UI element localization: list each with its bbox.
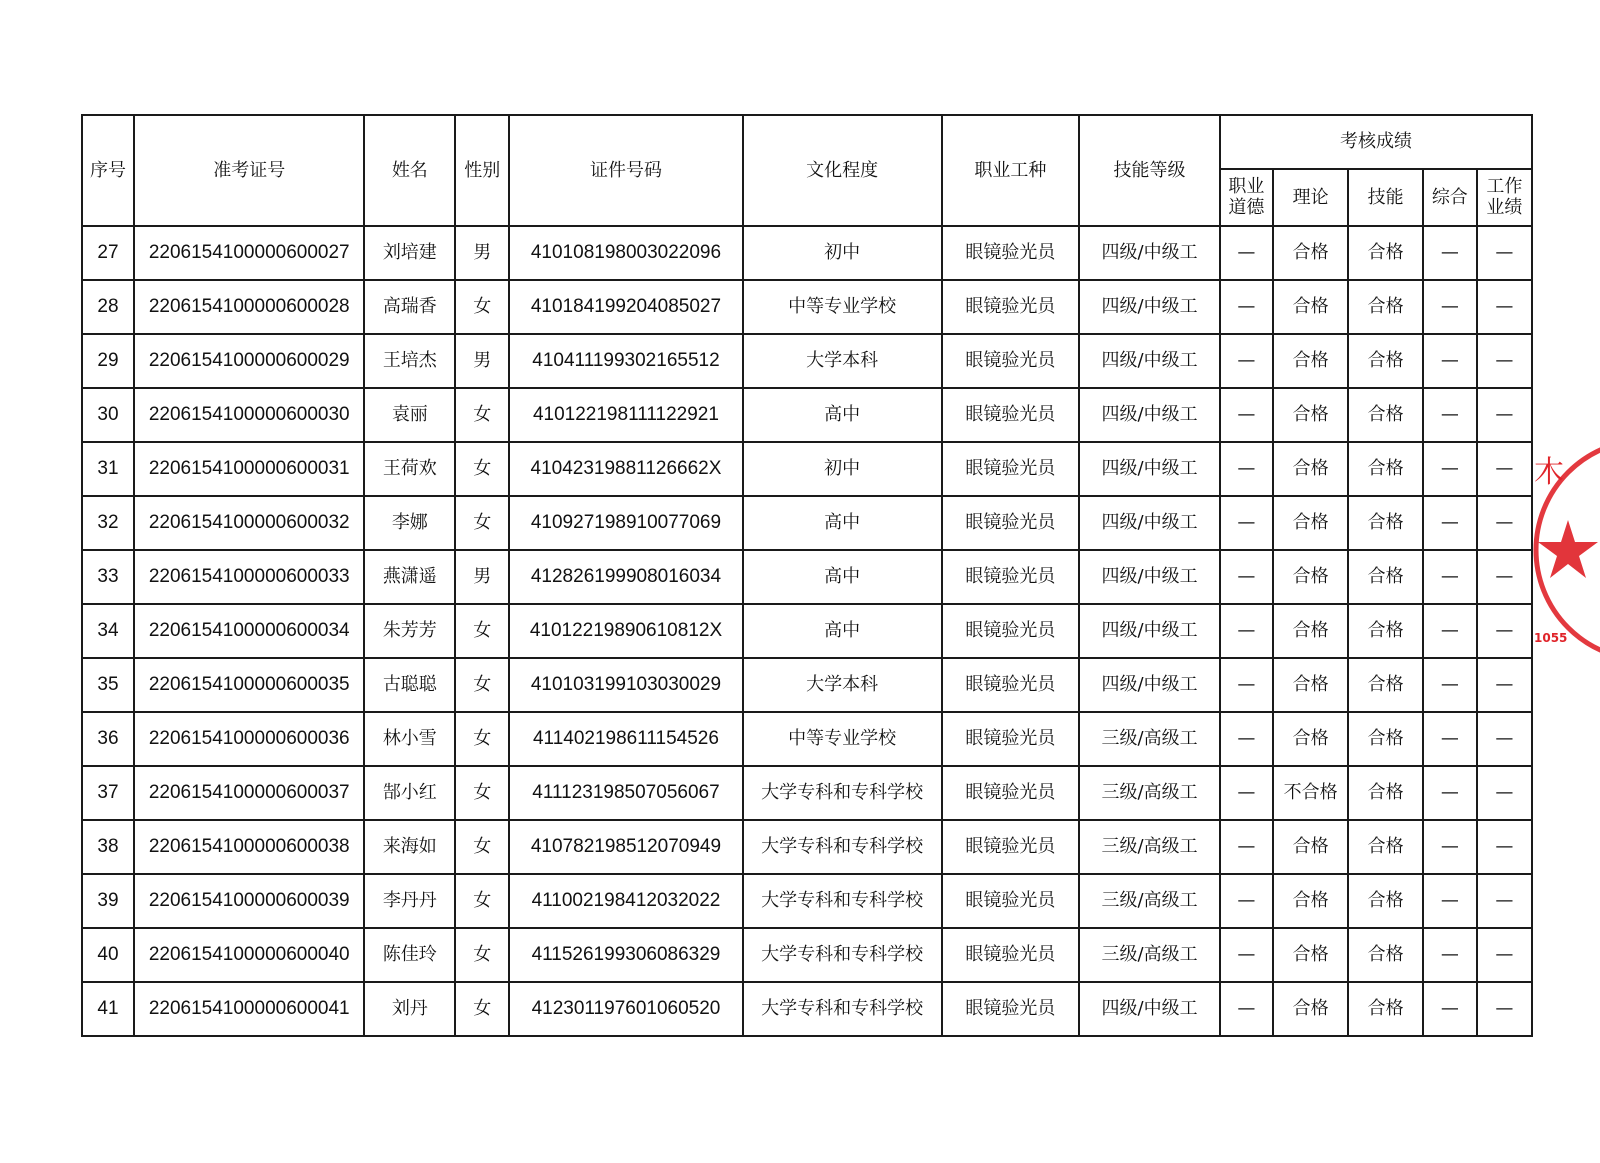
row-theory: 合格	[1273, 496, 1348, 550]
row-name: 燕潇遥	[364, 550, 455, 604]
table-row	[82, 766, 1532, 820]
row-name: 刘培建	[364, 226, 455, 280]
row-exam-no: 2206154100000600033	[134, 550, 364, 604]
header-work-performance	[1477, 169, 1532, 226]
row-comprehensive: —	[1423, 982, 1477, 1036]
table-row	[82, 982, 1532, 1036]
row-education: 大学本科	[743, 658, 942, 712]
row-skill-level: 四级/中级工	[1079, 388, 1220, 442]
row-id-no: 41012219890610812X	[509, 604, 743, 658]
row-skill: 合格	[1348, 658, 1422, 712]
row-ethics: —	[1220, 982, 1273, 1036]
row-skill-level: 四级/中级工	[1079, 496, 1220, 550]
row-education: 初中	[743, 442, 942, 496]
row-work-performance: —	[1477, 388, 1532, 442]
row-skill: 合格	[1348, 388, 1422, 442]
row-work-performance: —	[1477, 442, 1532, 496]
row-exam-no: 2206154100000600032	[134, 496, 364, 550]
header-skill: 技能	[1348, 169, 1422, 226]
row-exam-no: 2206154100000600041	[134, 982, 364, 1036]
row-skill-level: 四级/中级工	[1079, 334, 1220, 388]
row-gender: 女	[455, 712, 509, 766]
row-theory: 合格	[1273, 550, 1348, 604]
row-ethics: —	[1220, 766, 1273, 820]
row-name: 李娜	[364, 496, 455, 550]
row-education: 大学专科和专科学校	[743, 982, 942, 1036]
row-exam-no: 2206154100000600027	[134, 226, 364, 280]
row-education: 大学专科和专科学校	[743, 874, 942, 928]
table-row	[82, 874, 1532, 928]
row-id-no: 410184199204085027	[509, 280, 743, 334]
row-id-no: 410122198111122921	[509, 388, 743, 442]
row-education: 高中	[743, 496, 942, 550]
table-header	[82, 115, 1532, 226]
row-skill-level: 四级/中级工	[1079, 658, 1220, 712]
row-skill-level: 三级/高级工	[1079, 874, 1220, 928]
row-skill-level: 四级/中级工	[1079, 550, 1220, 604]
row-gender: 女	[455, 874, 509, 928]
row-exam-no: 2206154100000600036	[134, 712, 364, 766]
row-skill: 合格	[1348, 820, 1422, 874]
row-skill: 合格	[1348, 280, 1422, 334]
row-theory: 合格	[1273, 388, 1348, 442]
row-theory: 合格	[1273, 658, 1348, 712]
row-name: 郜小红	[364, 766, 455, 820]
row-occupation: 眼镜验光员	[942, 280, 1080, 334]
row-occupation: 眼镜验光员	[942, 982, 1080, 1036]
row-seq: 30	[82, 388, 134, 442]
seal-char: 木	[1534, 455, 1564, 490]
header-comprehensive: 综合	[1423, 169, 1477, 226]
row-comprehensive: —	[1423, 550, 1477, 604]
row-name: 古聪聪	[364, 658, 455, 712]
row-seq: 41	[82, 982, 134, 1036]
header-gender: 性别	[455, 115, 509, 226]
row-id-no: 410108198003022096	[509, 226, 743, 280]
row-ethics: —	[1220, 820, 1273, 874]
row-id-no: 410103199103030029	[509, 658, 743, 712]
header-exam-no: 准考证号	[134, 115, 364, 226]
row-exam-no: 2206154100000600040	[134, 928, 364, 982]
row-work-performance: —	[1477, 280, 1532, 334]
header-work-performance-label: 工作业绩	[1486, 175, 1523, 218]
row-ethics: —	[1220, 334, 1273, 388]
row-occupation: 眼镜验光员	[942, 442, 1080, 496]
row-education: 中等专业学校	[743, 712, 942, 766]
row-skill-level: 四级/中级工	[1079, 280, 1220, 334]
row-id-no: 410782198512070949	[509, 820, 743, 874]
row-seq: 27	[82, 226, 134, 280]
row-gender: 女	[455, 280, 509, 334]
row-theory: 合格	[1273, 820, 1348, 874]
row-theory: 合格	[1273, 226, 1348, 280]
row-skill-level: 三级/高级工	[1079, 928, 1220, 982]
row-skill: 合格	[1348, 496, 1422, 550]
row-name: 刘丹	[364, 982, 455, 1036]
header-theory: 理论	[1273, 169, 1348, 226]
row-id-no: 411402198611154526	[509, 712, 743, 766]
row-comprehensive: —	[1423, 928, 1477, 982]
row-id-no: 411123198507056067	[509, 766, 743, 820]
row-name: 王培杰	[364, 334, 455, 388]
row-skill-level: 四级/中级工	[1079, 604, 1220, 658]
row-seq: 37	[82, 766, 134, 820]
row-ethics: —	[1220, 226, 1273, 280]
row-occupation: 眼镜验光员	[942, 658, 1080, 712]
row-occupation: 眼镜验光员	[942, 550, 1080, 604]
row-theory: 合格	[1273, 874, 1348, 928]
row-skill: 合格	[1348, 982, 1422, 1036]
row-gender: 女	[455, 658, 509, 712]
row-exam-no: 2206154100000600034	[134, 604, 364, 658]
row-ethics: —	[1220, 442, 1273, 496]
row-education: 大学专科和专科学校	[743, 820, 942, 874]
row-id-no: 41042319881126662X	[509, 442, 743, 496]
row-occupation: 眼镜验光员	[942, 820, 1080, 874]
row-occupation: 眼镜验光员	[942, 874, 1080, 928]
row-skill-level: 四级/中级工	[1079, 982, 1220, 1036]
row-id-no: 412301197601060520	[509, 982, 743, 1036]
row-work-performance: —	[1477, 928, 1532, 982]
row-gender: 男	[455, 550, 509, 604]
row-name: 朱芳芳	[364, 604, 455, 658]
row-theory: 合格	[1273, 604, 1348, 658]
row-exam-no: 2206154100000600031	[134, 442, 364, 496]
row-id-no: 410411199302165512	[509, 334, 743, 388]
row-gender: 女	[455, 928, 509, 982]
row-seq: 39	[82, 874, 134, 928]
row-theory: 合格	[1273, 280, 1348, 334]
header-ethics	[1220, 169, 1273, 226]
row-education: 大学专科和专科学校	[743, 766, 942, 820]
table-row	[82, 388, 1532, 442]
header-id-no: 证件号码	[509, 115, 743, 226]
header-name: 姓名	[364, 115, 455, 226]
row-gender: 女	[455, 604, 509, 658]
row-id-no: 411526199306086329	[509, 928, 743, 982]
row-ethics: —	[1220, 496, 1273, 550]
row-comprehensive: —	[1423, 280, 1477, 334]
row-work-performance: —	[1477, 658, 1532, 712]
row-comprehensive: —	[1423, 712, 1477, 766]
header-education: 文化程度	[743, 115, 942, 226]
row-seq: 31	[82, 442, 134, 496]
row-theory: 不合格	[1273, 766, 1348, 820]
results-table-container	[81, 114, 1533, 1037]
row-work-performance: —	[1477, 496, 1532, 550]
row-gender: 女	[455, 982, 509, 1036]
row-ethics: —	[1220, 604, 1273, 658]
row-gender: 男	[455, 226, 509, 280]
row-gender: 女	[455, 388, 509, 442]
header-ethics-label: 职业道德	[1228, 175, 1265, 218]
row-education: 高中	[743, 604, 942, 658]
row-education: 大学本科	[743, 334, 942, 388]
row-work-performance: —	[1477, 874, 1532, 928]
table-row	[82, 658, 1532, 712]
table-row	[82, 712, 1532, 766]
row-skill-level: 三级/高级工	[1079, 766, 1220, 820]
row-skill: 合格	[1348, 334, 1422, 388]
table-body	[82, 226, 1532, 1036]
table-row	[82, 334, 1532, 388]
row-work-performance: —	[1477, 226, 1532, 280]
row-seq: 29	[82, 334, 134, 388]
row-skill-level: 四级/中级工	[1079, 442, 1220, 496]
row-occupation: 眼镜验光员	[942, 496, 1080, 550]
row-ethics: —	[1220, 280, 1273, 334]
table-row	[82, 280, 1532, 334]
row-exam-no: 2206154100000600035	[134, 658, 364, 712]
row-skill: 合格	[1348, 226, 1422, 280]
row-exam-no: 2206154100000600028	[134, 280, 364, 334]
row-occupation: 眼镜验光员	[942, 712, 1080, 766]
row-exam-no: 2206154100000600039	[134, 874, 364, 928]
row-education: 高中	[743, 550, 942, 604]
row-seq: 33	[82, 550, 134, 604]
row-comprehensive: —	[1423, 874, 1477, 928]
row-gender: 女	[455, 496, 509, 550]
table-row	[82, 442, 1532, 496]
row-comprehensive: —	[1423, 766, 1477, 820]
row-name: 来海如	[364, 820, 455, 874]
row-name: 李丹丹	[364, 874, 455, 928]
header-assessment: 考核成绩	[1220, 115, 1532, 169]
row-work-performance: —	[1477, 604, 1532, 658]
row-skill-level: 四级/中级工	[1079, 226, 1220, 280]
row-skill-level: 三级/高级工	[1079, 712, 1220, 766]
row-occupation: 眼镜验光员	[942, 766, 1080, 820]
table-row	[82, 604, 1532, 658]
row-gender: 女	[455, 820, 509, 874]
row-occupation: 眼镜验光员	[942, 334, 1080, 388]
row-education: 大学专科和专科学校	[743, 928, 942, 982]
row-work-performance: —	[1477, 550, 1532, 604]
header-skill-level: 技能等级	[1079, 115, 1220, 226]
header-occupation: 职业工种	[942, 115, 1080, 226]
row-education: 中等专业学校	[743, 280, 942, 334]
row-seq: 35	[82, 658, 134, 712]
row-exam-no: 2206154100000600038	[134, 820, 364, 874]
row-work-performance: —	[1477, 766, 1532, 820]
row-education: 初中	[743, 226, 942, 280]
row-theory: 合格	[1273, 334, 1348, 388]
row-ethics: —	[1220, 658, 1273, 712]
row-name: 王荷欢	[364, 442, 455, 496]
seal-graphic	[1528, 432, 1600, 664]
table-row	[82, 820, 1532, 874]
row-exam-no: 2206154100000600030	[134, 388, 364, 442]
table-row	[82, 550, 1532, 604]
table-row	[82, 928, 1532, 982]
row-skill: 合格	[1348, 928, 1422, 982]
row-ethics: —	[1220, 928, 1273, 982]
row-seq: 32	[82, 496, 134, 550]
row-work-performance: —	[1477, 334, 1532, 388]
row-gender: 女	[455, 442, 509, 496]
row-skill: 合格	[1348, 442, 1422, 496]
row-comprehensive: —	[1423, 388, 1477, 442]
row-work-performance: —	[1477, 712, 1532, 766]
row-skill: 合格	[1348, 874, 1422, 928]
row-name: 陈佳玲	[364, 928, 455, 982]
row-occupation: 眼镜验光员	[942, 604, 1080, 658]
table-row	[82, 496, 1532, 550]
row-exam-no: 2206154100000600037	[134, 766, 364, 820]
row-exam-no: 2206154100000600029	[134, 334, 364, 388]
row-gender: 男	[455, 334, 509, 388]
seal-number: 1055	[1534, 631, 1568, 645]
row-seq: 34	[82, 604, 134, 658]
row-theory: 合格	[1273, 982, 1348, 1036]
row-ethics: —	[1220, 550, 1273, 604]
row-occupation: 眼镜验光员	[942, 928, 1080, 982]
row-seq: 38	[82, 820, 134, 874]
row-work-performance: —	[1477, 820, 1532, 874]
row-comprehensive: —	[1423, 226, 1477, 280]
row-comprehensive: —	[1423, 442, 1477, 496]
table-row	[82, 226, 1532, 280]
row-gender: 女	[455, 766, 509, 820]
row-seq: 36	[82, 712, 134, 766]
row-seq: 28	[82, 280, 134, 334]
row-theory: 合格	[1273, 712, 1348, 766]
row-name: 袁丽	[364, 388, 455, 442]
row-skill: 合格	[1348, 712, 1422, 766]
row-ethics: —	[1220, 388, 1273, 442]
row-occupation: 眼镜验光员	[942, 226, 1080, 280]
row-name: 林小雪	[364, 712, 455, 766]
row-skill: 合格	[1348, 550, 1422, 604]
row-ethics: —	[1220, 712, 1273, 766]
row-work-performance: —	[1477, 982, 1532, 1036]
official-seal	[1528, 432, 1600, 664]
row-skill-level: 三级/高级工	[1079, 820, 1220, 874]
row-comprehensive: —	[1423, 334, 1477, 388]
row-skill: 合格	[1348, 604, 1422, 658]
row-name: 高瑞香	[364, 280, 455, 334]
row-theory: 合格	[1273, 442, 1348, 496]
row-education: 高中	[743, 388, 942, 442]
row-theory: 合格	[1273, 928, 1348, 982]
row-comprehensive: —	[1423, 820, 1477, 874]
row-comprehensive: —	[1423, 658, 1477, 712]
row-comprehensive: —	[1423, 604, 1477, 658]
row-comprehensive: —	[1423, 496, 1477, 550]
row-id-no: 412826199908016034	[509, 550, 743, 604]
row-seq: 40	[82, 928, 134, 982]
assessment-results-table	[81, 114, 1533, 1037]
seal-star	[1538, 520, 1598, 578]
row-skill: 合格	[1348, 766, 1422, 820]
header-seq: 序号	[82, 115, 134, 226]
row-ethics: —	[1220, 874, 1273, 928]
row-occupation: 眼镜验光员	[942, 388, 1080, 442]
row-id-no: 411002198412032022	[509, 874, 743, 928]
row-id-no: 410927198910077069	[509, 496, 743, 550]
